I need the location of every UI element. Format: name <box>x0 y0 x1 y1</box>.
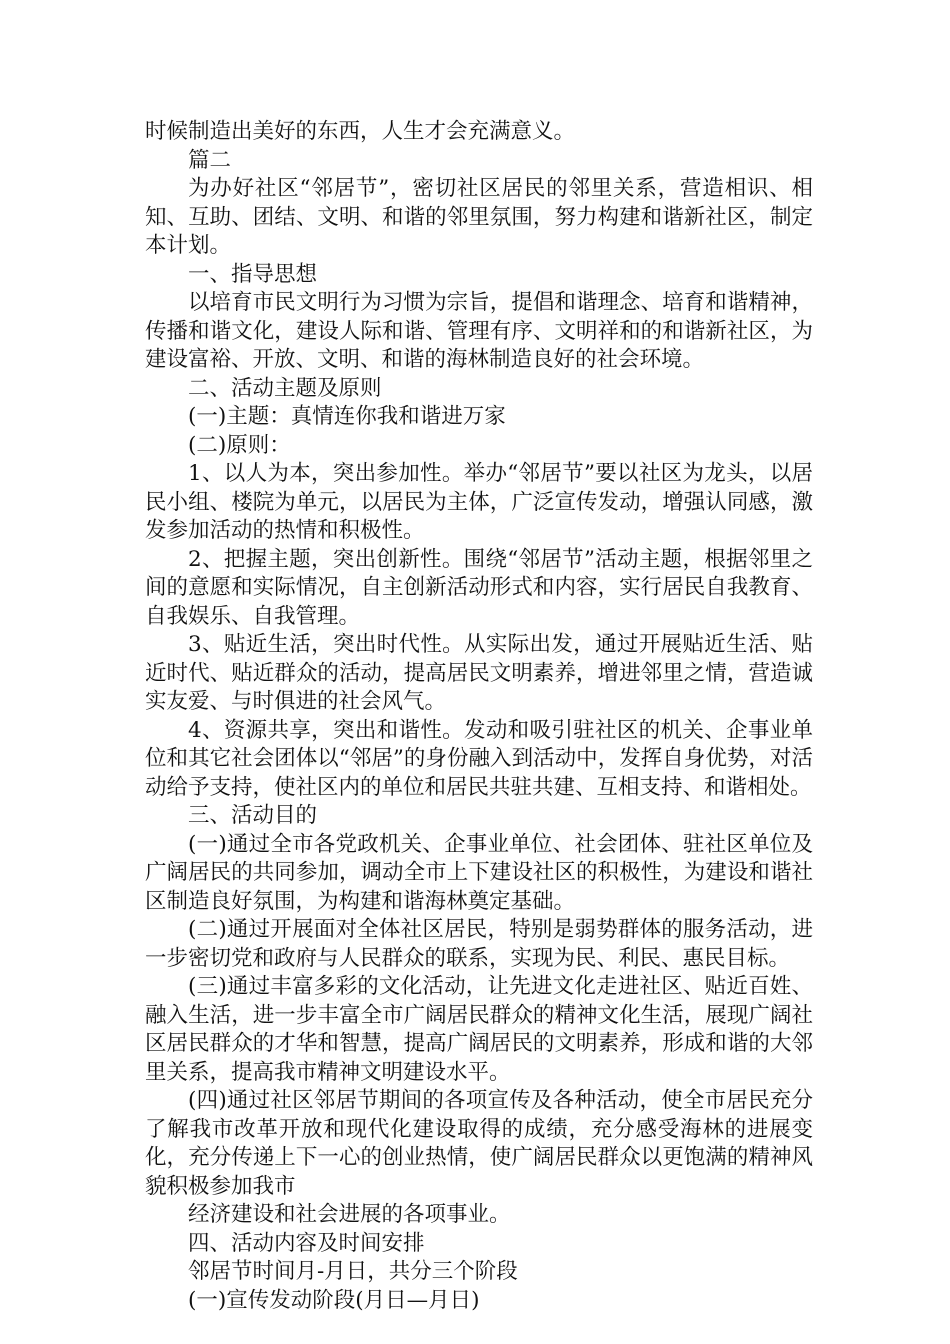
paragraph-theme: (一)主题：真情连你我和谐进万家 <box>188 404 506 429</box>
paragraph-purpose-4-continued: 经济建设和社会进展的各项事业。 <box>188 1202 511 1227</box>
heading-theme-principles: 二、活动主题及原则 <box>188 375 382 401</box>
paragraph-purpose-1: (一)通过全市各党政机关、企事业单位、社会团体、驻社区单位及广阔居民的共同参加，调动全市上下建设社区的积极性，为建设和谐社区制造良好氛围，为构建和谐海林奠定基础。 <box>145 831 813 914</box>
paragraph-guiding-ideology: 以培育市民文明行为习惯为宗旨，提倡和谐理念、培育和谐精神，传播和谐文化，建设人际和谐、管理有序、文明祥和的和谐新社区，为建设富裕、开放、文明、和谐的海林制造良好的社会环境。 <box>145 290 813 372</box>
paragraph-continuation: 时候制造出美好的东西，人生才会充满意义。 <box>145 119 576 144</box>
paragraph-purpose-3: (三)通过丰富多彩的文化活动，让先进文化走进社区、贴近百姓、融入生活，进一步丰富全市广阔居民群众的精神文化生活，展现广阔社区居民群众的才华和智慧，提高广阔居民的文明素养，形成和谐的大邻里关系，提高我市精神文明建设水平。 <box>145 974 813 1085</box>
heading-guiding-ideology: 一、指导思想 <box>188 261 318 287</box>
heading-activity-purpose: 三、活动目的 <box>188 803 318 828</box>
paragraph-schedule: 邻居节时间月-月日，共分三个阶段 <box>188 1259 518 1284</box>
paragraph-stage-1: (一)宣传发动阶段(月日—月日) <box>188 1287 480 1313</box>
document-body <box>145 118 813 1315</box>
paragraph-principles-label: (二)原则： <box>188 432 291 458</box>
paragraph-purpose-2: (二)通过开展面对全体社区居民，特别是弱势群体的服务活动，进一步密切党和政府与人民群众的联系，实现为民、利民、惠民目标。 <box>145 917 813 971</box>
paragraph-principle-1: 1、以人为本，突出参加性。举办“邻居节”要以社区为龙头，以居民小组、楼院为单元，以居民为主体，广泛宣传发动，增强认同感，激发参加活动的热情和积极性。 <box>145 461 813 543</box>
paragraph-principle-2: 2、把握主题，突出创新性。围绕“邻居节”活动主题，根据邻里之间的意愿和实际情况，自主创新活动形式和内容，实行居民自我教育、自我娱乐、自我管理。 <box>145 546 813 629</box>
paragraph-principle-3: 3、贴近生活，突出时代性。从实际出发，通过开展贴近生活、贴近时代、贴近群众的活动，提高居民文明素养，增进邻里之情，营造诚实友爱、与时俱进的社会风气。 <box>145 632 813 714</box>
paragraph-principle-4: 4、资源共享，突出和谐性。发动和吸引驻社区的机关、企事业单位和其它社会团体以“邻居”的身份融入到活动中，发挥自身优势，对活动给予支持，使社区内的单位和居民共驻共建、互相支持、和谐相处。 <box>145 717 813 800</box>
section-heading-part-two: 篇二 <box>188 147 232 173</box>
paragraph-intro: 为办好社区“邻居节”，密切社区居民的邻里关系，营造相识、相知、互助、团结、文明、和谐的邻里氛围，努力构建和谐新社区，制定本计划。 <box>145 176 813 258</box>
heading-content-schedule: 四、活动内容及时间安排 <box>188 1230 425 1256</box>
paragraph-purpose-4: (四)通过社区邻居节期间的各项宣传及各种活动，使全市居民充分了解我市改革开放和现代化建设取得的成绩，充分感受海林的进展变化，充分传递上下一心的创业热情，使广阔居民群众以更饱满的精神风貌积极参加我市 <box>145 1088 813 1199</box>
